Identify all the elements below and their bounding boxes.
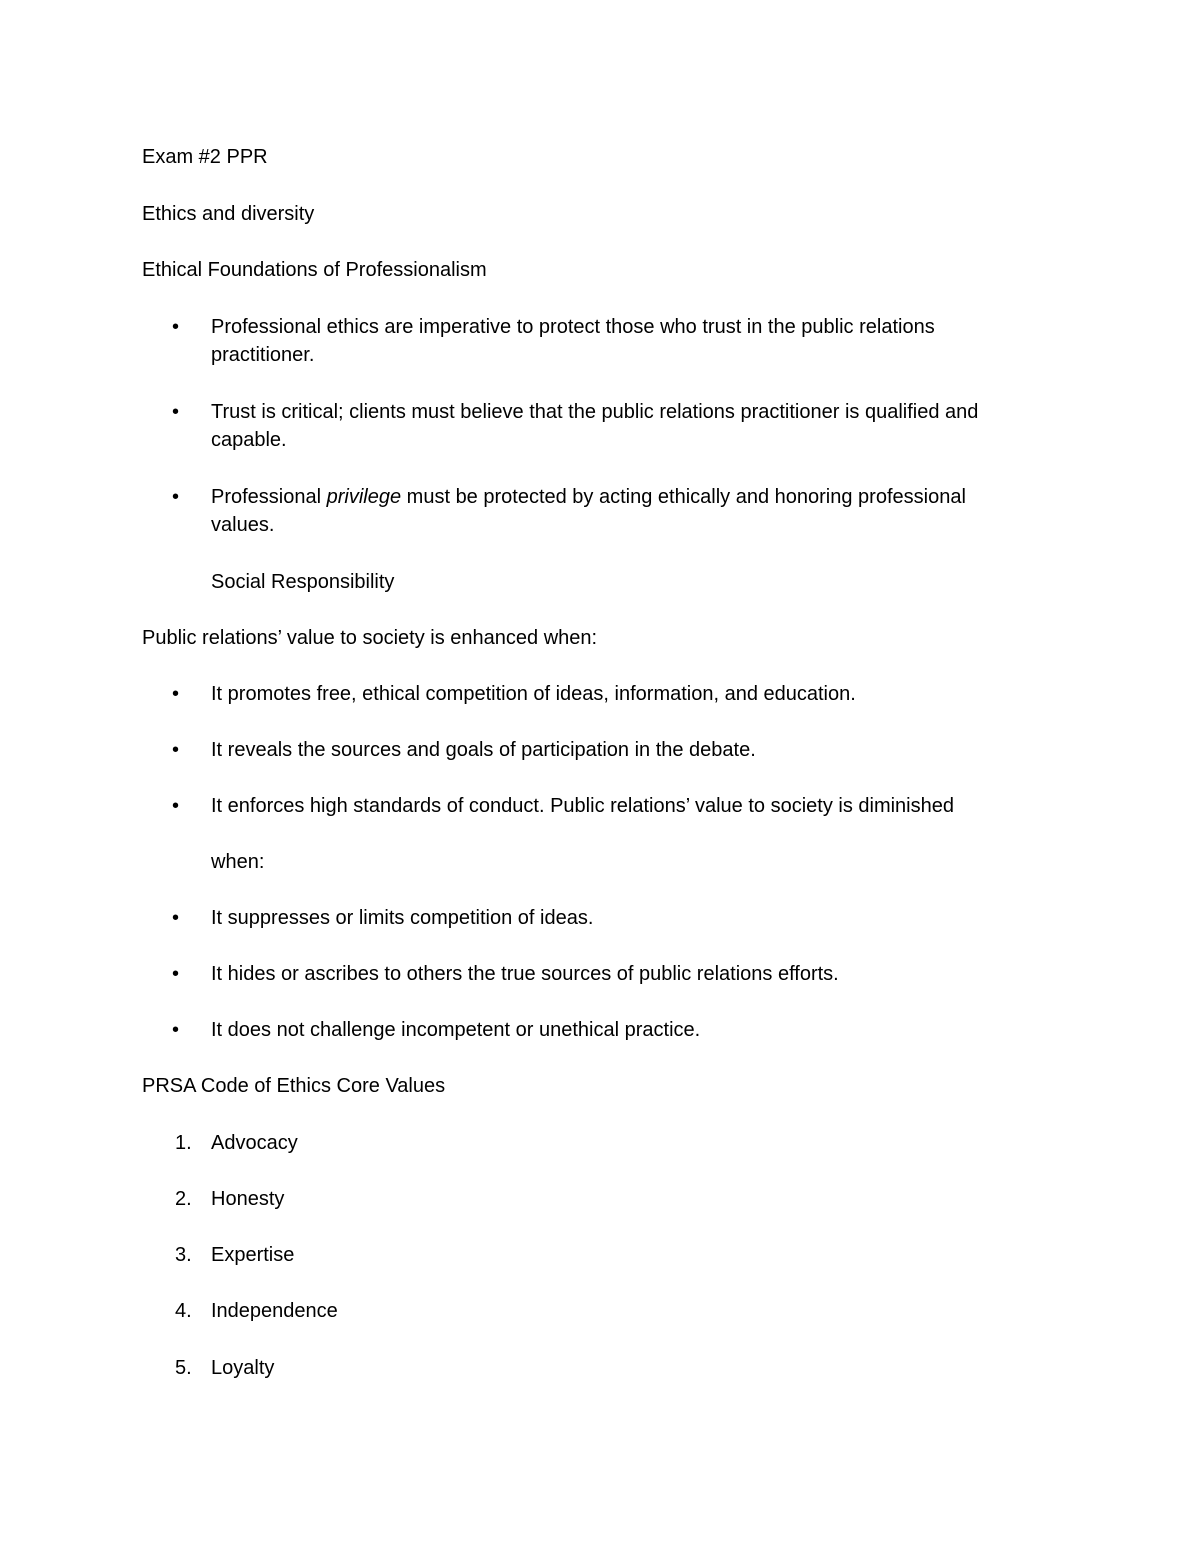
list-item-independence: Independence — [211, 1300, 338, 1322]
bullet-icon: • — [172, 486, 180, 508]
bullet-icon: • — [172, 316, 180, 338]
list-item-expertise: Expertise — [211, 1244, 295, 1266]
social-responsibility-label: Social Responsibility — [211, 571, 395, 593]
bullet-icon: • — [172, 739, 180, 761]
list-item-text-pre: Professional — [211, 486, 327, 508]
list-number: 1. — [175, 1132, 192, 1154]
list-number: 5. — [175, 1357, 192, 1379]
list-number: 2. — [175, 1188, 192, 1210]
list-item: It reveals the sources and goals of participation in the debate. — [211, 739, 756, 761]
section-intro-enhanced: Public relations’ value to society is enhanced when: — [142, 627, 598, 649]
list-item: It suppresses or limits competition of ideas. — [211, 907, 594, 929]
list-item-continuation: values. — [211, 514, 275, 536]
list-item: Trust is critical; clients must believe that the public relations practitioner is qualified and — [211, 401, 979, 423]
bullet-icon: • — [172, 963, 180, 985]
list-item-loyalty: Loyalty — [211, 1357, 275, 1379]
list-number: 4. — [175, 1300, 192, 1322]
list-item-emphasis: privilege — [326, 486, 402, 508]
list-item-honesty: Honesty — [211, 1188, 285, 1210]
list-item: It hides or ascribes to others the true sources of public relations efforts. — [211, 963, 839, 985]
diminished-when-label: when: — [211, 851, 265, 873]
list-item — [211, 483, 966, 511]
list-item-advocacy: Advocacy — [211, 1132, 298, 1154]
list-item: Professional ethics are imperative to protect those who trust in the public relations — [211, 316, 935, 338]
list-item-text-post: must be protected by acting ethically and honoring professional — [401, 486, 966, 508]
list-item-continuation: practitioner. — [211, 344, 315, 366]
list-item-continuation: capable. — [211, 429, 287, 451]
list-item: It does not challenge incompetent or unethical practice. — [211, 1019, 701, 1041]
bullet-icon: • — [172, 401, 180, 423]
bullet-icon: • — [172, 795, 180, 817]
list-item: It promotes free, ethical competition of ideas, information, and education. — [211, 683, 856, 705]
bullet-icon: • — [172, 907, 180, 929]
bullet-icon: • — [172, 1019, 180, 1041]
section-heading-ethical-foundations: Ethical Foundations of Professionalism — [142, 259, 487, 281]
document-title: Exam #2 PPR — [142, 146, 268, 168]
bullet-icon: • — [172, 683, 180, 705]
list-item: It enforces high standards of conduct. Public relations’ value to society is diminished — [211, 795, 954, 817]
list-number: 3. — [175, 1244, 192, 1266]
document-topic: Ethics and diversity — [142, 203, 315, 225]
section-heading-prsa-core-values: PRSA Code of Ethics Core Values — [142, 1075, 446, 1097]
